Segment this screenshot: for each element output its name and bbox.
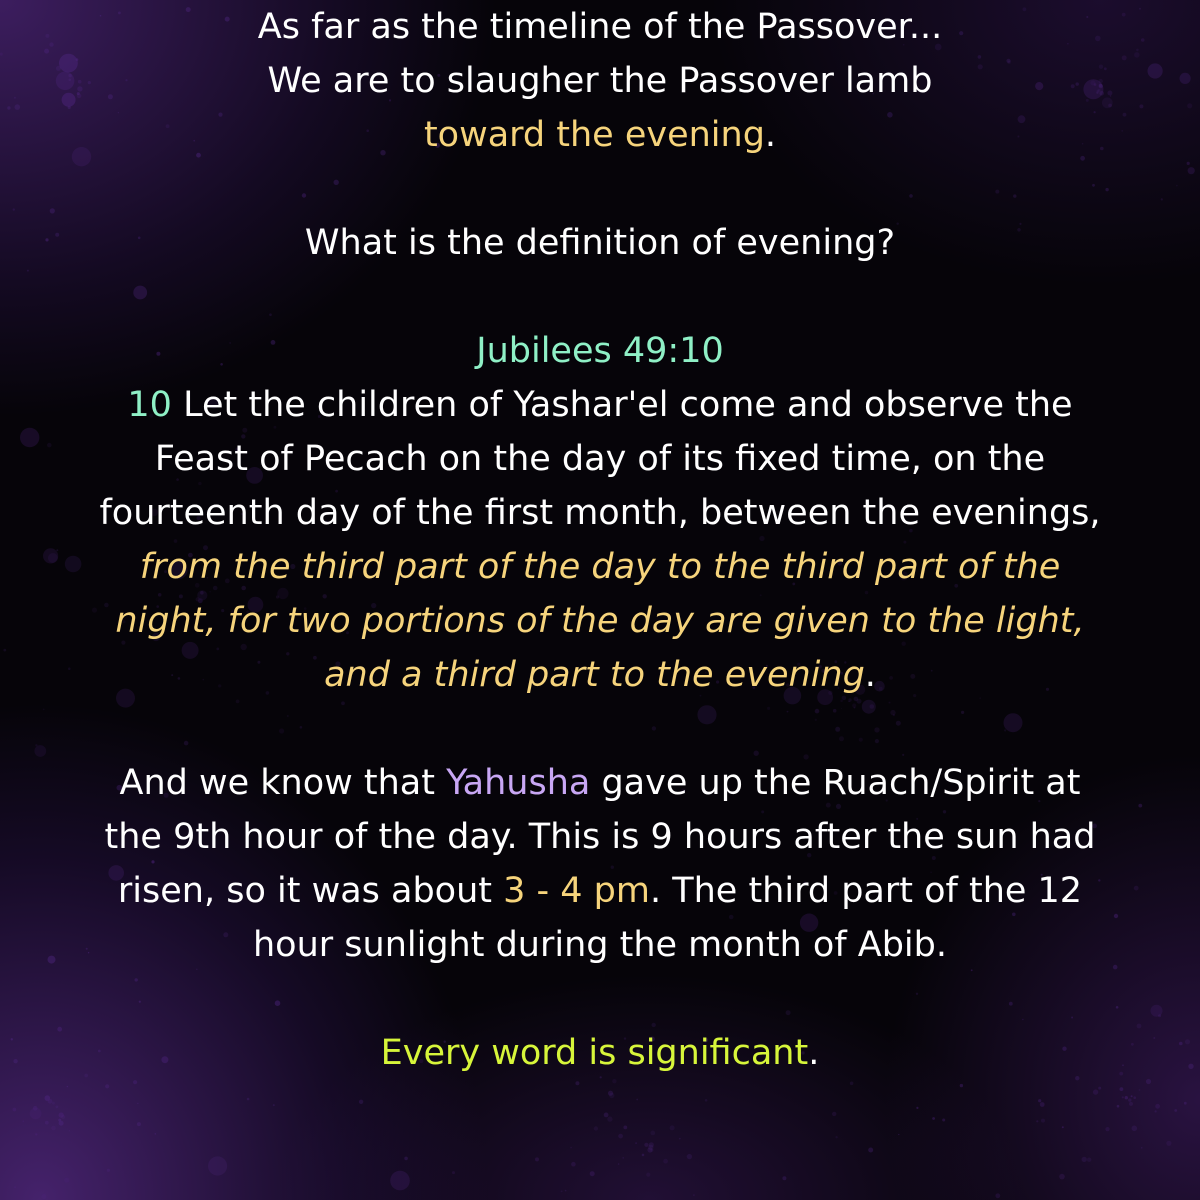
speckle: [13, 1108, 17, 1112]
passover-timeline-text: [20, 0, 1180, 1080]
speckle: [404, 1157, 408, 1161]
speckle: [650, 1131, 655, 1136]
speckle: [133, 1080, 137, 1084]
speckle: [1082, 1157, 1087, 1162]
speckle: [155, 1133, 156, 1134]
speckle: [693, 1194, 695, 1196]
speckle: [575, 1081, 579, 1085]
speckle: [1155, 1110, 1157, 1112]
speckle: [137, 1103, 138, 1104]
speckle: [52, 1102, 55, 1105]
speckle: [1188, 167, 1195, 174]
speckle: [13, 208, 15, 210]
speckle: [1041, 1119, 1045, 1123]
speckle: [59, 1121, 64, 1126]
speckle: [1187, 162, 1190, 165]
speckle: [0, 53, 3, 56]
speckle: [646, 1173, 650, 1177]
speckle: [565, 1190, 567, 1192]
speckle: [604, 1113, 609, 1118]
speckle: [850, 1082, 854, 1086]
speckle: [590, 1171, 595, 1176]
scripture-reference: Jubilees 49:10: [476, 331, 724, 371]
speckle: [45, 1121, 49, 1125]
speckle: [1125, 1096, 1128, 1099]
verse-line-3: fourteenth day of the first month, between the evenings,: [99, 493, 1101, 533]
speckle: [1129, 1102, 1133, 1106]
speckle: [618, 1134, 623, 1139]
speckle: [609, 1093, 614, 1098]
speckle: [105, 1084, 109, 1088]
spacer: [20, 972, 1180, 1026]
speckle: [13, 1059, 17, 1063]
speckle: [11, 1038, 13, 1040]
speckle: [59, 1112, 64, 1117]
spacer: [20, 270, 1180, 324]
speckle: [1185, 1039, 1190, 1044]
speckle: [1132, 1126, 1138, 1132]
explanation-line-4: hour sunlight during the month of Abib.: [252, 925, 947, 965]
speckle: [64, 1177, 69, 1182]
explanation-line-3: risen, so it was about 3 - 4 pm. The third part of the 12: [117, 871, 1083, 911]
speckle: [535, 1157, 539, 1161]
intro-line-1: As far as the timeline of the Passover...: [257, 7, 943, 47]
speckle: [51, 1126, 56, 1131]
speckle: [571, 1162, 576, 1167]
speckle: [868, 1148, 873, 1153]
speckle: [642, 1154, 645, 1157]
speckle: [635, 1142, 637, 1144]
speckle: [670, 1125, 675, 1130]
speckle: [644, 1143, 648, 1147]
speckle: [35, 1133, 37, 1135]
speckle: [1105, 1127, 1109, 1131]
speckle: [48, 1099, 53, 1104]
speckle: [705, 1099, 708, 1102]
speckle: [1059, 1174, 1065, 1180]
speckle: [247, 1098, 250, 1101]
speckle: [594, 1126, 598, 1130]
speckle: [1180, 73, 1191, 84]
speckle: [69, 1130, 70, 1131]
explanation-line-1: And we know that Yahusha gave up the Ruach/Spirit at: [119, 763, 1081, 803]
speckle: [932, 1117, 935, 1120]
speckle: [22, 1121, 24, 1123]
speckle: [607, 1116, 612, 1121]
speckle: [648, 1145, 653, 1150]
question-line: What is the definition of evening?: [304, 223, 896, 263]
verse-line-1: 10 Let the children of Yashar'el come and observe the: [127, 385, 1073, 425]
speckle: [687, 1154, 692, 1159]
speckle: [1040, 1102, 1045, 1107]
speckle: [3, 649, 6, 652]
verse-number: 10: [127, 385, 172, 425]
speckle: [1166, 1141, 1171, 1146]
speckle: [1122, 1096, 1124, 1098]
speckle: [1128, 1098, 1131, 1101]
intro-line-2: We are to slaugher the Passover lamb: [267, 61, 933, 101]
speckle: [995, 1193, 1000, 1198]
verse-line-2: Feast of Pecach on the day of its fixed time, on the: [154, 439, 1046, 479]
speckle: [561, 1191, 563, 1193]
speckle: [636, 1099, 638, 1101]
speckle: [14, 1186, 16, 1188]
verse-emphasis-line-2: night, for two portions of the day are given to the light,: [115, 601, 1085, 641]
speckle: [1188, 1064, 1193, 1069]
speckle: [679, 1138, 681, 1140]
time-highlight: 3 - 4 pm: [503, 871, 650, 911]
speckle: [208, 1156, 227, 1175]
speckle: [137, 1122, 141, 1126]
speckle: [1133, 1096, 1136, 1099]
closing-line: Every word is significant.: [380, 1033, 820, 1073]
yahusha-highlight: Yahusha: [446, 763, 591, 803]
speckle: [1036, 1120, 1038, 1122]
speckle: [14, 97, 16, 99]
speckle: [623, 1126, 627, 1130]
speckle: [1139, 1089, 1141, 1091]
speckle: [1155, 1104, 1160, 1109]
speckle: [942, 1119, 945, 1122]
evening-highlight: toward the evening: [423, 115, 765, 155]
speckle: [832, 1112, 836, 1116]
explanation-line-2: the 9th hour of the day. This is 9 hours after the sun had: [104, 817, 1096, 857]
speckle: [663, 1159, 668, 1164]
speckle: [359, 1100, 363, 1104]
speckle: [56, 1106, 59, 1109]
speckle: [1062, 1126, 1064, 1128]
speckle: [1141, 1147, 1143, 1149]
speckle: [452, 1171, 455, 1174]
speckle: [1187, 103, 1192, 108]
speckle: [1131, 1095, 1133, 1097]
speckle: [1087, 1158, 1091, 1162]
verse-emphasis-line-1: from the third part of the day to the third part of the: [139, 547, 1061, 587]
speckle: [41, 1194, 46, 1199]
speckle: [622, 1157, 624, 1159]
speckle: [1098, 1087, 1101, 1090]
speckle: [30, 1108, 42, 1120]
speckle: [107, 1169, 110, 1172]
speckle: [1117, 1105, 1120, 1108]
speckle: [1184, 1102, 1187, 1105]
spacer: [20, 702, 1180, 756]
verse-emphasis-line-3: and a third part to the evening.: [324, 655, 876, 695]
speckle: [1120, 1087, 1124, 1091]
speckle: [782, 1176, 786, 1180]
speckle: [570, 1147, 572, 1149]
speckle: [7, 106, 10, 109]
speckle: [1093, 1089, 1098, 1094]
speckle: [898, 1134, 899, 1135]
speckle: [835, 1136, 837, 1138]
intro-line-3: toward the evening.: [423, 115, 777, 155]
speckle: [67, 1086, 68, 1087]
speckle: [1174, 1109, 1177, 1112]
speckle: [273, 1104, 275, 1106]
speckle: [960, 1084, 963, 1087]
spacer: [20, 162, 1180, 216]
speckle: [618, 1163, 619, 1164]
speckle: [916, 1107, 918, 1109]
speckle: [390, 1171, 410, 1191]
speckle: [1038, 1099, 1041, 1102]
